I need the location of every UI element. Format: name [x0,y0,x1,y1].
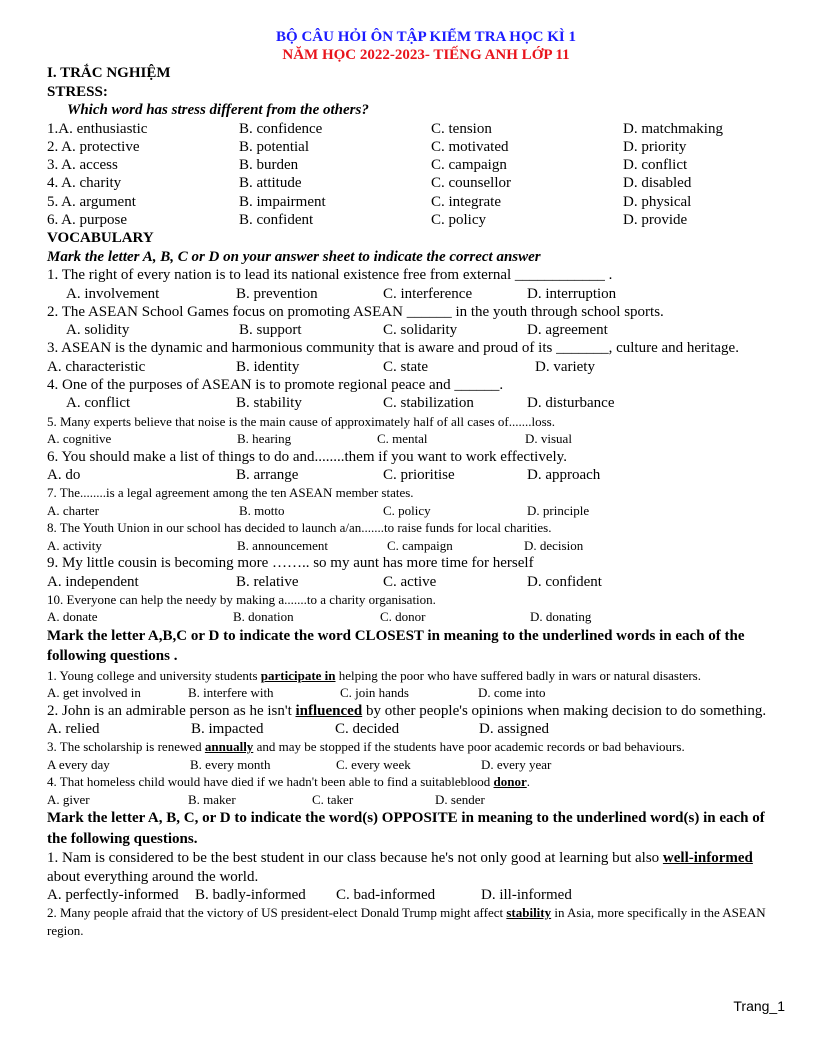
option: 3. A. access [47,157,118,174]
option: D. approach [527,466,601,483]
question-part: by other people's opinions when making decision to do something. [362,702,767,719]
option: A. charter [47,502,99,518]
option: D. assigned [479,721,549,738]
option: B. confident [239,211,314,228]
option: D. matchmaking [623,120,723,137]
worksheet-page [47,28,785,939]
question-text: 10. Everyone can help the needy by making a.......to a charity organisation. [47,591,436,607]
option: B. potential [239,138,309,155]
option: A. solidity [66,322,130,339]
options-row [47,285,785,303]
option: 4. A. charity [47,175,122,192]
question-text: 9. My little cousin is becoming more …….. so my aunt has more time for herself [47,555,534,572]
options-row [47,791,785,809]
option: C. donor [380,609,426,625]
option: A. perfectly-informed [47,887,179,904]
options-row [47,502,785,520]
question-text: 4. One of the purposes of ASEAN is to promote regional peace and ______. [47,377,504,394]
stress-instruction: Which word has stress different from the others? [67,102,369,118]
option: D. physical [623,193,692,210]
underlined-word: stability [506,905,552,921]
option: B. hearing [237,431,292,447]
option: B. burden [239,157,299,174]
question-text: 7. The........is a legal agreement among the ten ASEAN member states. [47,485,414,501]
option: C. campaign [387,537,453,553]
option: D. disabled [623,175,692,192]
option: A. cognitive [47,431,112,447]
option: A. do [47,466,81,483]
opposite-instruction: Mark the letter A, B, C, or D to indicate the word(s) OPPOSITE in meaning to the underlined word(s) in each of the following questions. [47,810,765,847]
question-part: 2. John is an admirable person as he isn't [47,702,296,719]
option: B. announcement [237,537,328,553]
question-text [47,702,785,720]
question-text [47,738,785,756]
question-text [47,904,785,939]
option: D. agreement [527,322,608,339]
option: D. decision [524,537,584,553]
option: D. visual [525,431,572,447]
question-text [47,667,785,685]
option: C. motivated [431,138,509,155]
option: C. integrate [431,193,501,210]
option: C. interference [383,285,473,302]
option: C. counsellor [431,175,511,192]
options-row [47,684,785,702]
question-part: 4. That homeless child would have died if we hadn't been able to find a suitableblood [47,774,494,790]
option: A. activity [47,537,102,553]
stress-list [47,120,785,230]
question-text: 1. The right of every nation is to lead its national existence free from external ____________ . [47,267,613,284]
options-row [47,608,785,626]
option: B. badly-informed [195,887,306,904]
title-line-1: BỘ CÂU HỎI ÔN TẬP KIỂM TRA HỌC KÌ 1 [276,29,576,45]
option: C. policy [431,211,486,228]
question-text [47,773,785,791]
option: C. bad-informed [336,887,436,904]
vocabulary-instruction: Mark the letter A, B, C or D on your answer sheet to indicate the correct answer [47,248,541,265]
option: B. arrange [236,466,299,483]
question-text [47,849,785,886]
vocabulary-heading: VOCABULARY [47,230,154,247]
options-row [47,466,785,484]
question-text: 3. ASEAN is the dynamic and harmonious community that is aware and proud of its _______, culture and heritage. [47,340,739,357]
stress-row [47,174,785,192]
option: B. stability [236,395,302,412]
option: 6. A. purpose [47,211,127,228]
option: B. impacted [191,721,264,738]
options-row [47,358,785,376]
option: A. get involved in [47,685,141,701]
option: C. join hands [340,685,409,701]
option: 2. A. protective [47,138,140,155]
question-text: 6. You should make a list of things to do and........them if you want to work effectively. [47,448,567,465]
option: D. confident [527,573,602,590]
question-part: 2. Many people afraid that the victory of US president-elect Donald Trump might affect [47,905,507,921]
option: B. every month [190,756,271,772]
option: D. priority [623,138,687,155]
option: D. ill-informed [481,887,572,904]
option: B. donation [233,609,294,625]
stress-heading: STRESS: [47,83,108,100]
option: B. relative [236,573,299,590]
option: A. giver [47,791,90,807]
underlined-word: participate in [260,667,336,683]
question-text: 8. The Youth Union in our school has decided to launch a/an.......to raise funds for local charities. [47,520,552,536]
option: C. prioritise [383,466,455,483]
underlined-word: annually [204,739,254,755]
question-part: about everything around the world. [47,868,259,885]
option: D. conflict [623,157,688,174]
option: C. mental [377,431,428,447]
option: C. solidarity [383,322,458,339]
question-part: . [526,774,531,790]
question-text: 2. The ASEAN School Games focus on promoting ASEAN ______ in the youth through school sports. [47,303,664,320]
option: D. interruption [527,285,617,302]
option: B. prevention [236,285,318,302]
page-number: Trang_1 [733,998,785,1014]
option: A. donate [47,609,98,625]
option: B. identity [236,358,300,375]
option: A. independent [47,573,139,590]
question-part: 1. Young college and university students [47,667,261,683]
option: D. disturbance [527,395,615,412]
option: B. interfere with [188,685,274,701]
stress-row [47,156,785,174]
question-text: 5. Many experts believe that noise is the main cause of approximately half of all cases of.......loss. [47,413,555,429]
stress-row [47,193,785,211]
section-heading: I. TRẮC NGHIỆM [47,65,171,81]
question-part: in Asia, more specifically in the ASEAN region. [47,905,766,938]
question-part: and may be stopped if the students have poor academic records or bad behaviours. [253,739,685,755]
option: A. relied [47,721,100,738]
underlined-word: donor [493,774,527,790]
option: C. tension [431,120,492,137]
question-part: helping the poor who have suffered badly in wars or natural disasters. [335,667,701,683]
options-row [47,886,785,904]
option: D. principle [527,502,590,518]
option: B. confidence [239,120,323,137]
option: B. motto [239,502,285,518]
option: C. policy [383,502,431,518]
options-row [47,573,785,591]
option: C. state [383,358,428,375]
option: C. every week [336,756,411,772]
option: A. conflict [66,395,131,412]
option: D. sender [435,791,485,807]
options-row [47,321,785,339]
option: D. provide [623,211,688,228]
option: D. every year [481,756,552,772]
stress-row [47,120,785,138]
option: D. come into [478,685,546,701]
underlined-word: influenced [295,702,363,719]
option: A. involvement [66,285,160,302]
option: B. support [239,322,302,339]
option: C. taker [312,791,354,807]
option: C. stabilization [383,395,474,412]
option: A every day [47,756,110,772]
option: C. decided [335,721,400,738]
option: A. characteristic [47,358,146,375]
option: C. active [383,573,437,590]
stress-row [47,138,785,156]
closest-instruction: Mark the letter A,B,C or D to indicate the word CLOSEST in meaning to the underlined words in each of the following questions . [47,627,745,665]
title-line-2: NĂM HỌC 2022-2023- TIẾNG ANH LỚP 11 [282,47,570,63]
stress-row [47,211,785,229]
options-row [47,430,785,448]
question-part: 1. Nam is considered to be the best student in our class because he's not only good at learning but also [47,850,663,867]
option: 5. A. argument [47,193,136,210]
options-row [47,756,785,774]
options-row [47,394,785,412]
option: B. attitude [239,175,302,192]
option: B. maker [188,791,236,807]
underlined-word: well-informed [662,850,753,867]
options-row [47,720,785,738]
option: D. variety [535,358,595,375]
options-row [47,537,785,555]
option: C. campaign [431,157,507,174]
question-part: 3. The scholarship is renewed [47,739,205,755]
option: 1.A. enthusiastic [47,120,148,137]
option: D. donating [530,609,592,625]
option: B. impairment [239,193,326,210]
